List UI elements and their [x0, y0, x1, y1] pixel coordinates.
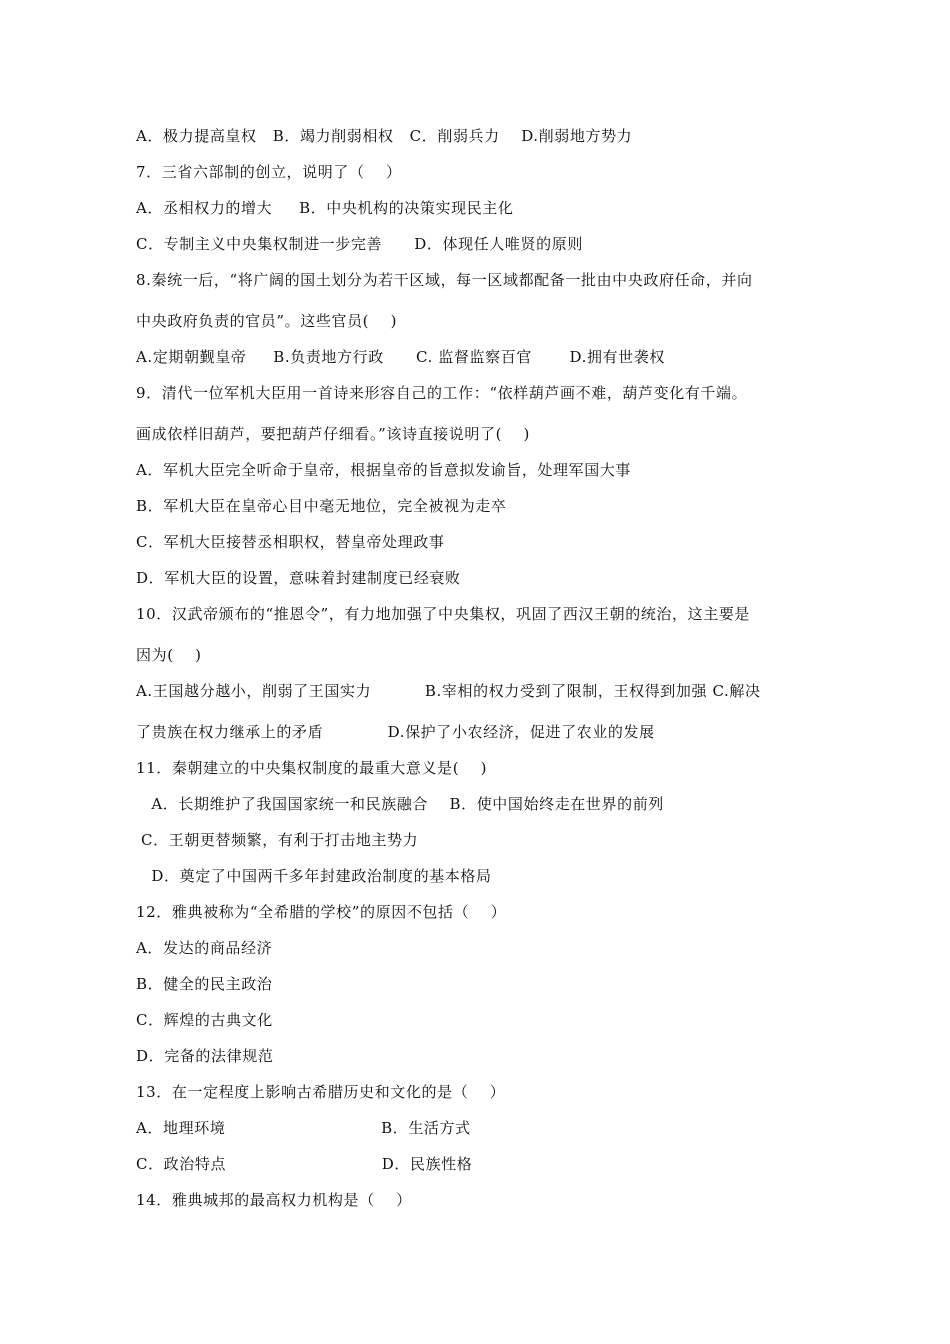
q11-option-d: D．奠定了中国两千多年封建政治制度的基本格局: [146, 867, 492, 885]
q13-stem: 13．在一定程度上影响古希腊历史和文化的是（ ）: [136, 1083, 506, 1101]
q12-option-a: A．发达的商品经济: [136, 939, 273, 957]
q7-options-cd: C．专制主义中央集权制进一步完善 D．体现任人唯贤的原则: [136, 235, 583, 253]
q8-stem-line2: 中央政府负责的官员”。这些官员( ): [136, 312, 398, 330]
q12-option-d: D．完备的法律规范: [136, 1047, 274, 1065]
q7-options-ab: A．丞相权力的增大 B．中央机构的决策实现民主化: [136, 199, 514, 217]
q10-stem-line2: 因为( ): [136, 646, 202, 664]
q6-options: A．极力提高皇权 B．竭力削弱相权 C．削弱兵力 D.削弱地方势力: [136, 127, 633, 145]
q10-stem-line1: 10．汉武帝颁布的“推恩令”，有力地加强了中央集权，巩固了西汉王朝的统治，这主要是: [136, 605, 751, 623]
q7-stem: 7．三省六部制的创立，说明了（ ）: [136, 163, 402, 181]
q9-option-a: A．军机大臣完全听命于皇帝，根据皇帝的旨意拟发谕旨，处理军国大事: [136, 461, 632, 479]
q10-options-line2: 了贵族在权力继承上的矛盾 D.保护了小农经济，促进了农业的发展: [136, 723, 655, 741]
q11-option-c: C．王朝更替频繁，有利于打击地主势力: [141, 831, 419, 849]
q9-option-b: B．军机大臣在皇帝心目中毫无地位，完全被视为走卒: [136, 497, 507, 515]
q8-stem-line1: 8.秦统一后，“将广阔的国土划分为若干区域，每一区域都配备一批由中央政府任命，并向: [136, 271, 753, 289]
q14-stem: 14．雅典城邦的最高权力机构是（ ）: [136, 1191, 412, 1209]
q8-options: A.定期朝觐皇帝 B.负责地方行政 C. 监督监察百官 D.拥有世袭权: [136, 348, 665, 366]
q9-option-c: C．军机大臣接替丞相职权，替皇帝处理政事: [136, 533, 445, 551]
q13-options-cd: C．政治特点 D．民族性格: [136, 1155, 473, 1173]
q9-option-d: D．军机大臣的设置，意味着封建制度已经衰败: [136, 569, 461, 587]
q13-options-ab: A．地理环境 B．生活方式: [136, 1119, 471, 1137]
q11-options-ab: A．长期维护了我国国家统一和民族融合 B．使中国始终走在世界的前列: [146, 795, 664, 813]
q9-stem-line2: 画成依样旧葫芦，要把葫芦仔细看。”该诗直接说明了( ): [136, 425, 530, 443]
q12-option-b: B．健全的民主政治: [136, 975, 273, 993]
q11-stem: 11．秦朝建立的中央集权制度的最重大意义是( ): [136, 759, 488, 777]
q10-options-line1: A.王国越分越小，削弱了王国实力 B.宰相的权力受到了限制，王权得到加强 C.解决: [136, 682, 761, 700]
q9-stem-line1: 9．清代一位军机大臣用一首诗来形容自己的工作：“依样葫芦画不难，葫芦变化有千端。: [136, 384, 748, 402]
q12-stem: 12．雅典被称为“全希腊的学校”的原因不包括（ ）: [136, 903, 507, 921]
q12-option-c: C．辉煌的古典文化: [136, 1011, 273, 1029]
